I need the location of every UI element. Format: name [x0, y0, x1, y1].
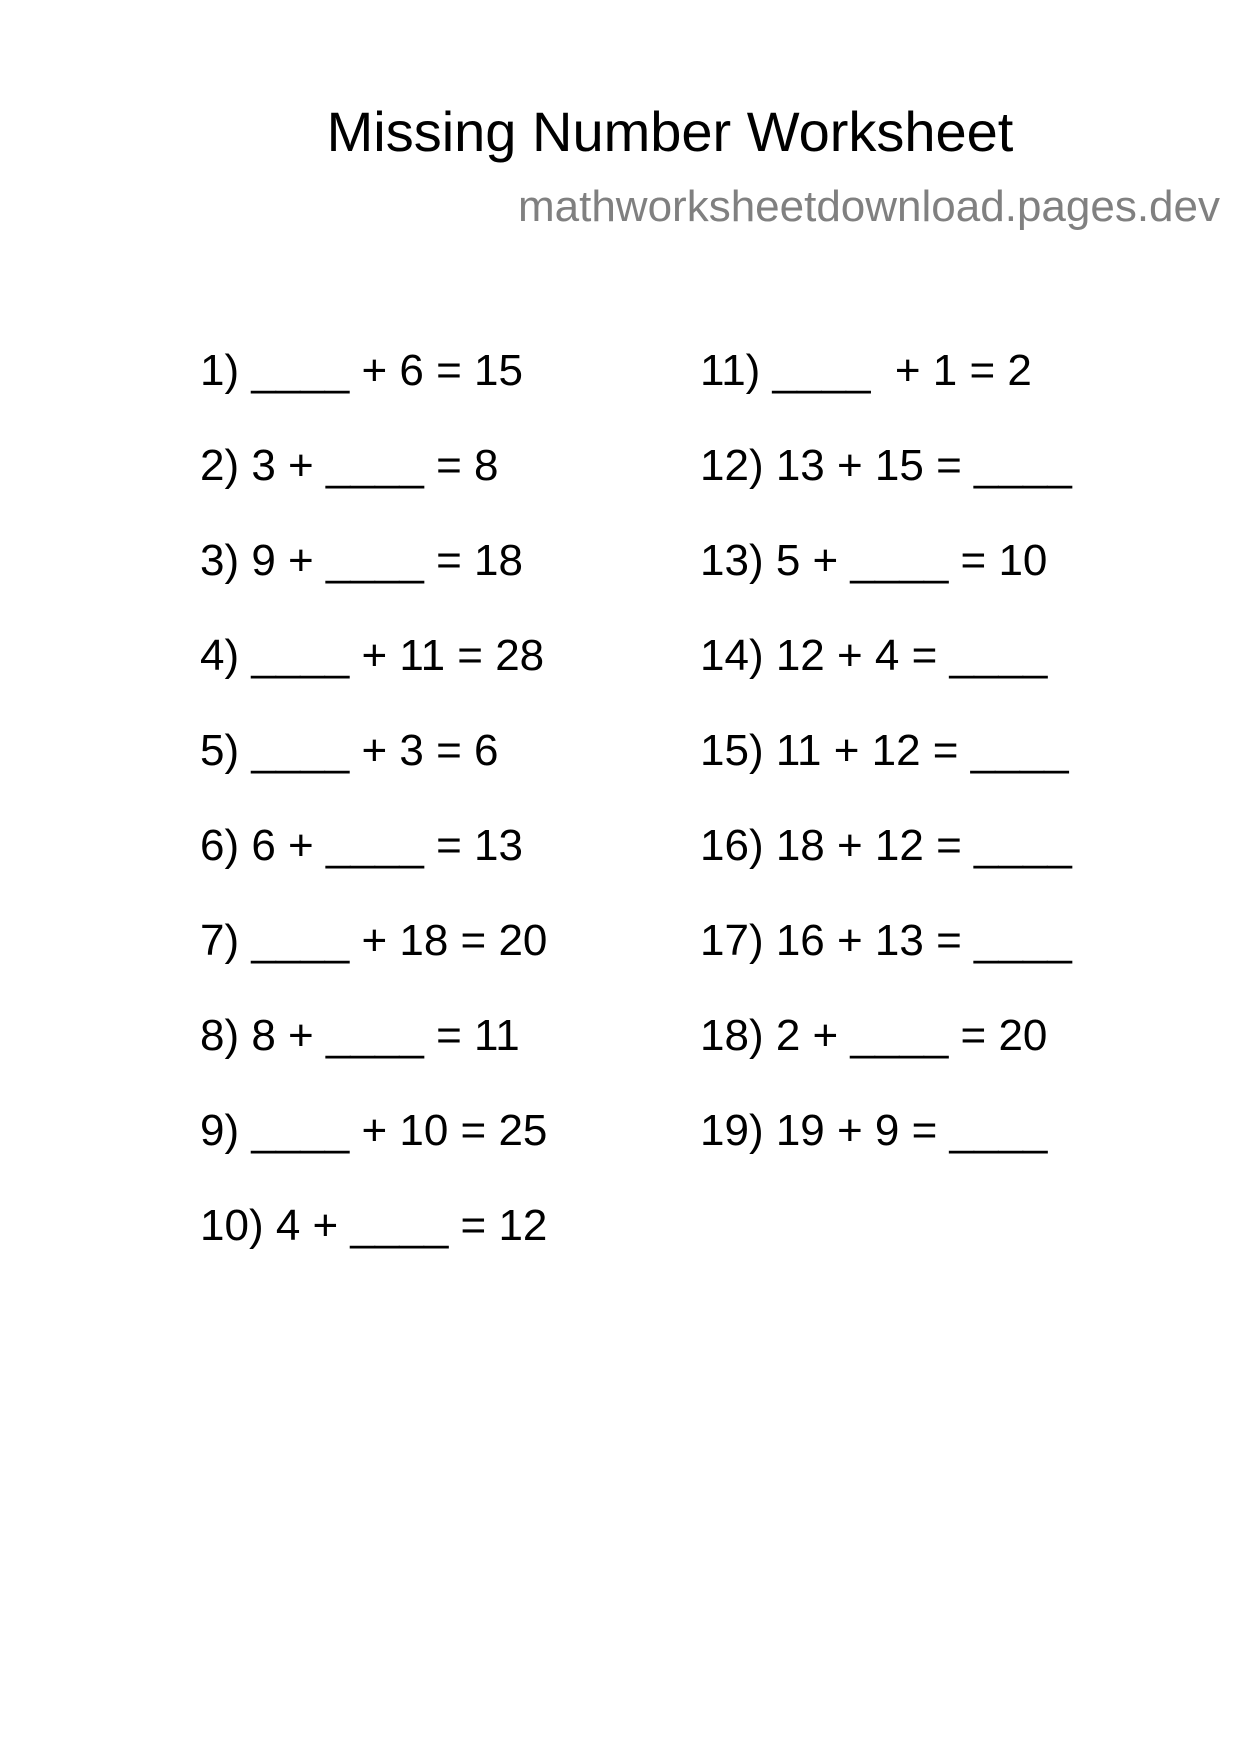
- problem-6: 6) 6 + ____ = 13: [200, 821, 523, 870]
- problem-17: 17) 16 + 13 = ____: [700, 916, 1072, 965]
- source-url: mathworksheetdownload.pages.dev: [517, 182, 1220, 231]
- problem-5: 5) ____ + 3 = 6: [200, 726, 499, 775]
- problem-19: 19) 19 + 9 = ____: [700, 1106, 1048, 1155]
- problem-14: 14) 12 + 4 = ____: [700, 631, 1048, 680]
- problem-16: 16) 18 + 12 = ____: [700, 821, 1072, 870]
- problem-13: 13) 5 + ____ = 10: [700, 536, 1048, 585]
- problem-9: 9) ____ + 10 = 25: [200, 1106, 548, 1155]
- worksheet-title: Missing Number Worksheet: [326, 100, 1014, 163]
- problem-column-right: [700, 346, 1072, 1201]
- problem-3: 3) 9 + ____ = 18: [200, 536, 523, 585]
- problem-12: 12) 13 + 15 = ____: [700, 441, 1072, 490]
- problem-4: 4) ____ + 11 = 28: [200, 631, 545, 680]
- problem-15: 15) 11 + 12 = ____: [700, 726, 1069, 775]
- problem-7: 7) ____ + 18 = 20: [200, 916, 548, 965]
- problem-2: 2) 3 + ____ = 8: [200, 441, 499, 490]
- problem-18: 18) 2 + ____ = 20: [700, 1011, 1048, 1060]
- problem-column-left: [200, 346, 547, 1296]
- problem-8: 8) 8 + ____ = 11: [200, 1011, 520, 1060]
- problem-10: 10) 4 + ____ = 12: [200, 1201, 548, 1250]
- problem-11: 11) ____ + 1 = 2: [700, 346, 1032, 395]
- problem-1: 1) ____ + 6 = 15: [200, 346, 523, 395]
